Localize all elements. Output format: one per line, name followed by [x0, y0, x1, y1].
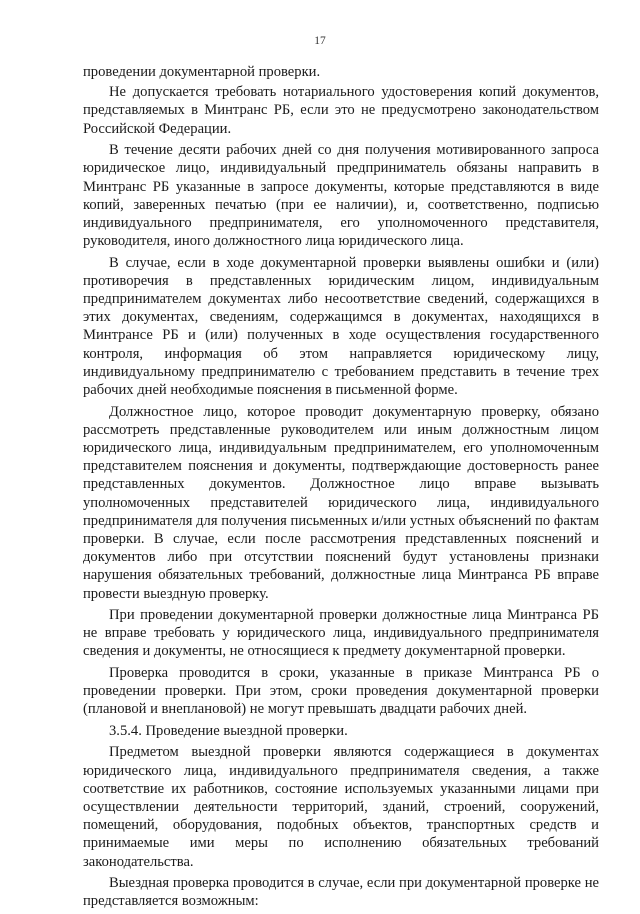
- paragraph-field-inspection-conditions: Выездная проверка проводится в случае, если при документарной проверке не представляется возможным:: [83, 875, 599, 910]
- document-body: [83, 63, 599, 914]
- paragraph-continuation: проведении документарной проверки.: [83, 64, 321, 80]
- paragraph-not-entitled: При проведении документарной проверки должностные лица Минтранса РБ не вправе требовать у юридического лица, индивидуального предпринимателя сведения и документы, не относящиеся к предмету документарной проверки.: [83, 607, 599, 660]
- paragraph-official-review: Должностное лицо, которое проводит документарную проверку, обязано рассмотреть представленные руководителем или иным должностным лицом юридического лица, индивидуальным предпринимателем, его уполномоченным представителем пояснения и документы, подтверждающие достоверность ранее представленных документов. Должностное лицо вправе вызывать уполномоченных представителей юридического лица, индивидуального предпринимателя для получения письменных и/или устных объяснений по фактам проверки. В случае, если после рассмотрения представленных пояснений и документов либо при отсутствии пояснений будут установлены признаки нарушения обязательных требований, должностные лица Минтранса РБ вправе провести выездную проверку.: [83, 403, 599, 602]
- paragraph-inspection-terms: Проверка проводится в сроки, указанные в приказе Минтранса РБ о проведении проверки. При этом, сроки проведения документарной проверки (плановой и внеплановой) не могут превышать двадцати рабочих дней.: [83, 664, 599, 718]
- paragraph-ten-days-submission: В течение десяти рабочих дней со дня получения мотивированного запроса юридическое лицо, индивидуальный предприниматель обязаны направить в Минтранс РБ указанные в запросе документы, которые представляются в виде копий, заверенных печатью (при ее наличии), и, соответственно, подписью индивидуального предпринимателя, его уполномоченного представителя, руководителя, иного должностного лица юридического лица.: [83, 142, 599, 250]
- page-number: 17: [314, 35, 326, 47]
- paragraph-field-inspection-subject: Предметом выездной проверки являются содержащиеся в документах юридического лица, индивидуального предпринимателя сведения, а также соответствие их работников, состояние используемых указанными лицами при осуществлении деятельности территорий, зданий, строений, сооружений, помещений, оборудования, подобных объектов, транспортных средств и принимаемые ими меры по исполнению обязательных требований законодательства.: [83, 744, 599, 870]
- paragraph-errors-contradictions: В случае, если в ходе документарной проверки выявлены ошибки и (или) противоречия в представленных юридическим лицом, индивидуальным предпринимателем документах либо несоответствие сведений, содержащихся в этих документах, сведениям, содержащимся в документах, находящихся в Минтрансе РБ и (или) полученных в ходе осуществления государственного контроля, информация об этом направляется юридическому лицу, индивидуальному предпринимателю с требованием представить в течение трех рабочих дней необходимые пояснения в письменной форме.: [83, 254, 599, 399]
- section-heading-3-5-4: 3.5.4. Проведение выездной проверки.: [109, 722, 348, 739]
- paragraph-notary-certification: Не допускается требовать нотариального удостоверения копий документов, представляемых в Минтранс РБ, если это не предусмотрено законодательством Российской Федерации.: [83, 84, 599, 137]
